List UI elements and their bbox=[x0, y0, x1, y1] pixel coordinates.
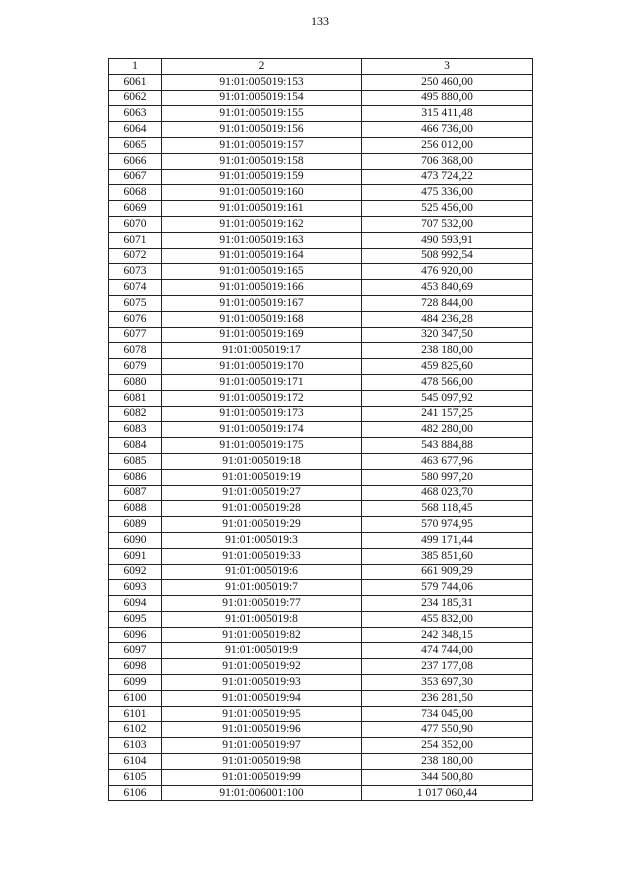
cell-row-number: 6090 bbox=[109, 532, 162, 548]
cell-cadastral-number: 91:01:005019:98 bbox=[162, 754, 362, 770]
cadastral-value-table bbox=[108, 58, 533, 801]
cell-cadastral-number: 91:01:005019:174 bbox=[162, 422, 362, 438]
table-row bbox=[109, 453, 533, 469]
table-row bbox=[109, 548, 533, 564]
cell-cadastral-value: 495 880,00 bbox=[362, 90, 533, 106]
table-header-row bbox=[109, 59, 533, 75]
table-row bbox=[109, 74, 533, 90]
cell-cadastral-number: 91:01:005019:167 bbox=[162, 295, 362, 311]
cell-cadastral-value: 661 909,29 bbox=[362, 564, 533, 580]
table-row bbox=[109, 675, 533, 691]
cell-cadastral-number: 91:01:005019:164 bbox=[162, 248, 362, 264]
cell-cadastral-value: 706 368,00 bbox=[362, 153, 533, 169]
cell-cadastral-value: 320 347,50 bbox=[362, 327, 533, 343]
cell-cadastral-number: 91:01:005019:158 bbox=[162, 153, 362, 169]
page-number: 133 bbox=[311, 14, 329, 28]
table-row bbox=[109, 785, 533, 801]
cell-cadastral-value: 508 992,54 bbox=[362, 248, 533, 264]
cell-cadastral-number: 91:01:005019:166 bbox=[162, 280, 362, 296]
cell-row-number: 6086 bbox=[109, 469, 162, 485]
cell-cadastral-number: 91:01:005019:9 bbox=[162, 643, 362, 659]
table-row bbox=[109, 596, 533, 612]
table-row bbox=[109, 580, 533, 596]
cell-row-number: 6085 bbox=[109, 453, 162, 469]
cell-cadastral-number: 91:01:005019:7 bbox=[162, 580, 362, 596]
cell-row-number: 6094 bbox=[109, 596, 162, 612]
cell-cadastral-value: 570 974,95 bbox=[362, 517, 533, 533]
cell-cadastral-number: 91:01:005019:19 bbox=[162, 469, 362, 485]
cell-row-number: 6066 bbox=[109, 153, 162, 169]
cell-cadastral-value: 234 185,31 bbox=[362, 596, 533, 612]
cell-cadastral-number: 91:01:005019:161 bbox=[162, 201, 362, 217]
table-row bbox=[109, 754, 533, 770]
table-row bbox=[109, 232, 533, 248]
cell-cadastral-number: 91:01:005019:29 bbox=[162, 517, 362, 533]
cell-cadastral-value: 579 744,06 bbox=[362, 580, 533, 596]
cell-cadastral-number: 91:01:005019:6 bbox=[162, 564, 362, 580]
cell-row-number: 6069 bbox=[109, 201, 162, 217]
cell-row-number: 6061 bbox=[109, 74, 162, 90]
cell-row-number: 6096 bbox=[109, 627, 162, 643]
cell-cadastral-value: 473 724,22 bbox=[362, 169, 533, 185]
cell-cadastral-value: 484 236,28 bbox=[362, 311, 533, 327]
cell-cadastral-number: 91:01:005019:28 bbox=[162, 501, 362, 517]
table-row bbox=[109, 469, 533, 485]
table-row bbox=[109, 390, 533, 406]
table-row bbox=[109, 438, 533, 454]
cell-row-number: 6095 bbox=[109, 611, 162, 627]
cell-row-number: 6091 bbox=[109, 548, 162, 564]
cell-row-number: 6072 bbox=[109, 248, 162, 264]
cell-cadastral-number: 91:01:005019:99 bbox=[162, 769, 362, 785]
table-row bbox=[109, 343, 533, 359]
cell-cadastral-value: 238 180,00 bbox=[362, 754, 533, 770]
cell-cadastral-number: 91:01:005019:3 bbox=[162, 532, 362, 548]
cell-row-number: 6075 bbox=[109, 295, 162, 311]
cell-cadastral-number: 91:01:005019:159 bbox=[162, 169, 362, 185]
cell-cadastral-number: 91:01:005019:8 bbox=[162, 611, 362, 627]
cell-row-number: 6070 bbox=[109, 216, 162, 232]
cell-cadastral-number: 91:01:005019:95 bbox=[162, 706, 362, 722]
cell-cadastral-value: 353 697,30 bbox=[362, 675, 533, 691]
table-row bbox=[109, 201, 533, 217]
cell-row-number: 6098 bbox=[109, 659, 162, 675]
table-row bbox=[109, 374, 533, 390]
cell-row-number: 6082 bbox=[109, 406, 162, 422]
cell-row-number: 6076 bbox=[109, 311, 162, 327]
cell-cadastral-number: 91:01:005019:27 bbox=[162, 485, 362, 501]
cell-cadastral-number: 91:01:005019:96 bbox=[162, 722, 362, 738]
cell-cadastral-number: 91:01:005019:169 bbox=[162, 327, 362, 343]
cell-row-number: 6071 bbox=[109, 232, 162, 248]
table-row bbox=[109, 769, 533, 785]
cell-row-number: 6100 bbox=[109, 690, 162, 706]
cell-cadastral-value: 728 844,00 bbox=[362, 295, 533, 311]
cell-cadastral-value: 250 460,00 bbox=[362, 74, 533, 90]
cell-cadastral-number: 91:01:005019:165 bbox=[162, 264, 362, 280]
table-row bbox=[109, 295, 533, 311]
table-row bbox=[109, 406, 533, 422]
cell-cadastral-value: 499 171,44 bbox=[362, 532, 533, 548]
cell-cadastral-number: 91:01:006001:100 bbox=[162, 785, 362, 801]
table-row bbox=[109, 359, 533, 375]
cell-cadastral-value: 455 832,00 bbox=[362, 611, 533, 627]
table-body bbox=[109, 74, 533, 801]
cell-cadastral-number: 91:01:005019:153 bbox=[162, 74, 362, 90]
cell-row-number: 6081 bbox=[109, 390, 162, 406]
cell-cadastral-value: 525 456,00 bbox=[362, 201, 533, 217]
cell-cadastral-value: 474 744,00 bbox=[362, 643, 533, 659]
table-row bbox=[109, 643, 533, 659]
cell-cadastral-value: 466 736,00 bbox=[362, 122, 533, 138]
table-row bbox=[109, 501, 533, 517]
cell-row-number: 6063 bbox=[109, 106, 162, 122]
cell-cadastral-number: 91:01:005019:17 bbox=[162, 343, 362, 359]
cell-cadastral-value: 580 997,20 bbox=[362, 469, 533, 485]
cell-cadastral-value: 545 097,92 bbox=[362, 390, 533, 406]
cell-cadastral-value: 734 045,00 bbox=[362, 706, 533, 722]
table-row bbox=[109, 311, 533, 327]
table-row bbox=[109, 248, 533, 264]
cell-cadastral-value: 543 884,88 bbox=[362, 438, 533, 454]
cell-cadastral-number: 91:01:005019:162 bbox=[162, 216, 362, 232]
cell-row-number: 6092 bbox=[109, 564, 162, 580]
table-row bbox=[109, 706, 533, 722]
cell-cadastral-number: 91:01:005019:94 bbox=[162, 690, 362, 706]
cell-cadastral-number: 91:01:005019:175 bbox=[162, 438, 362, 454]
cell-cadastral-value: 475 336,00 bbox=[362, 185, 533, 201]
table-row bbox=[109, 137, 533, 153]
cell-cadastral-value: 254 352,00 bbox=[362, 738, 533, 754]
cell-cadastral-number: 91:01:005019:33 bbox=[162, 548, 362, 564]
cell-cadastral-number: 91:01:005019:168 bbox=[162, 311, 362, 327]
cell-cadastral-value: 1 017 060,44 bbox=[362, 785, 533, 801]
cell-cadastral-value: 256 012,00 bbox=[362, 137, 533, 153]
cell-cadastral-value: 241 157,25 bbox=[362, 406, 533, 422]
table-row bbox=[109, 690, 533, 706]
table-row bbox=[109, 722, 533, 738]
cell-cadastral-value: 237 177,08 bbox=[362, 659, 533, 675]
cell-cadastral-number: 91:01:005019:97 bbox=[162, 738, 362, 754]
table-row bbox=[109, 564, 533, 580]
table-row bbox=[109, 485, 533, 501]
cell-cadastral-value: 238 180,00 bbox=[362, 343, 533, 359]
table-row bbox=[109, 90, 533, 106]
cell-cadastral-value: 490 593,91 bbox=[362, 232, 533, 248]
cell-row-number: 6079 bbox=[109, 359, 162, 375]
table-row bbox=[109, 106, 533, 122]
cell-row-number: 6099 bbox=[109, 675, 162, 691]
table-row bbox=[109, 280, 533, 296]
cell-cadastral-value: 568 118,45 bbox=[362, 501, 533, 517]
cell-row-number: 6084 bbox=[109, 438, 162, 454]
cell-row-number: 6073 bbox=[109, 264, 162, 280]
column-header-row-number: 1 bbox=[109, 59, 162, 75]
cell-row-number: 6077 bbox=[109, 327, 162, 343]
cell-row-number: 6104 bbox=[109, 754, 162, 770]
cell-row-number: 6080 bbox=[109, 374, 162, 390]
cell-cadastral-number: 91:01:005019:171 bbox=[162, 374, 362, 390]
cell-row-number: 6074 bbox=[109, 280, 162, 296]
cell-cadastral-value: 468 023,70 bbox=[362, 485, 533, 501]
cell-row-number: 6101 bbox=[109, 706, 162, 722]
table-row bbox=[109, 627, 533, 643]
cell-row-number: 6083 bbox=[109, 422, 162, 438]
cell-row-number: 6088 bbox=[109, 501, 162, 517]
cell-cadastral-value: 482 280,00 bbox=[362, 422, 533, 438]
cell-cadastral-number: 91:01:005019:160 bbox=[162, 185, 362, 201]
cell-cadastral-number: 91:01:005019:173 bbox=[162, 406, 362, 422]
cell-row-number: 6068 bbox=[109, 185, 162, 201]
cell-cadastral-number: 91:01:005019:157 bbox=[162, 137, 362, 153]
table-row bbox=[109, 532, 533, 548]
cell-row-number: 6106 bbox=[109, 785, 162, 801]
cell-cadastral-number: 91:01:005019:92 bbox=[162, 659, 362, 675]
cell-row-number: 6065 bbox=[109, 137, 162, 153]
cell-cadastral-number: 91:01:005019:93 bbox=[162, 675, 362, 691]
table-row bbox=[109, 611, 533, 627]
cell-row-number: 6064 bbox=[109, 122, 162, 138]
cell-row-number: 6103 bbox=[109, 738, 162, 754]
cell-cadastral-value: 459 825,60 bbox=[362, 359, 533, 375]
cell-cadastral-number: 91:01:005019:82 bbox=[162, 627, 362, 643]
table-row bbox=[109, 169, 533, 185]
cell-cadastral-number: 91:01:005019:163 bbox=[162, 232, 362, 248]
cell-cadastral-number: 91:01:005019:156 bbox=[162, 122, 362, 138]
cell-cadastral-value: 463 677,96 bbox=[362, 453, 533, 469]
column-header-cadastral-value: 3 bbox=[362, 59, 533, 75]
cell-cadastral-value: 242 348,15 bbox=[362, 627, 533, 643]
cell-cadastral-value: 344 500,80 bbox=[362, 769, 533, 785]
cell-cadastral-value: 385 851,60 bbox=[362, 548, 533, 564]
cell-cadastral-value: 315 411,48 bbox=[362, 106, 533, 122]
table-row bbox=[109, 122, 533, 138]
cell-cadastral-value: 236 281,50 bbox=[362, 690, 533, 706]
table-row bbox=[109, 216, 533, 232]
cell-row-number: 6078 bbox=[109, 343, 162, 359]
cell-cadastral-number: 91:01:005019:154 bbox=[162, 90, 362, 106]
cell-row-number: 6062 bbox=[109, 90, 162, 106]
cell-cadastral-value: 477 550,90 bbox=[362, 722, 533, 738]
table-row bbox=[109, 659, 533, 675]
cell-row-number: 6067 bbox=[109, 169, 162, 185]
table-row bbox=[109, 327, 533, 343]
column-header-cadastral-number: 2 bbox=[162, 59, 362, 75]
cell-cadastral-number: 91:01:005019:77 bbox=[162, 596, 362, 612]
table-row bbox=[109, 738, 533, 754]
cell-cadastral-value: 478 566,00 bbox=[362, 374, 533, 390]
cell-cadastral-number: 91:01:005019:172 bbox=[162, 390, 362, 406]
cell-row-number: 6102 bbox=[109, 722, 162, 738]
table-row bbox=[109, 264, 533, 280]
cell-row-number: 6093 bbox=[109, 580, 162, 596]
cell-cadastral-number: 91:01:005019:18 bbox=[162, 453, 362, 469]
table-row bbox=[109, 153, 533, 169]
cell-row-number: 6097 bbox=[109, 643, 162, 659]
cell-row-number: 6105 bbox=[109, 769, 162, 785]
cell-cadastral-number: 91:01:005019:155 bbox=[162, 106, 362, 122]
cell-row-number: 6087 bbox=[109, 485, 162, 501]
table-row bbox=[109, 422, 533, 438]
cell-cadastral-value: 476 920,00 bbox=[362, 264, 533, 280]
table-row bbox=[109, 185, 533, 201]
table-row bbox=[109, 517, 533, 533]
cell-row-number: 6089 bbox=[109, 517, 162, 533]
cell-cadastral-number: 91:01:005019:170 bbox=[162, 359, 362, 375]
cell-cadastral-value: 453 840,69 bbox=[362, 280, 533, 296]
cell-cadastral-value: 707 532,00 bbox=[362, 216, 533, 232]
